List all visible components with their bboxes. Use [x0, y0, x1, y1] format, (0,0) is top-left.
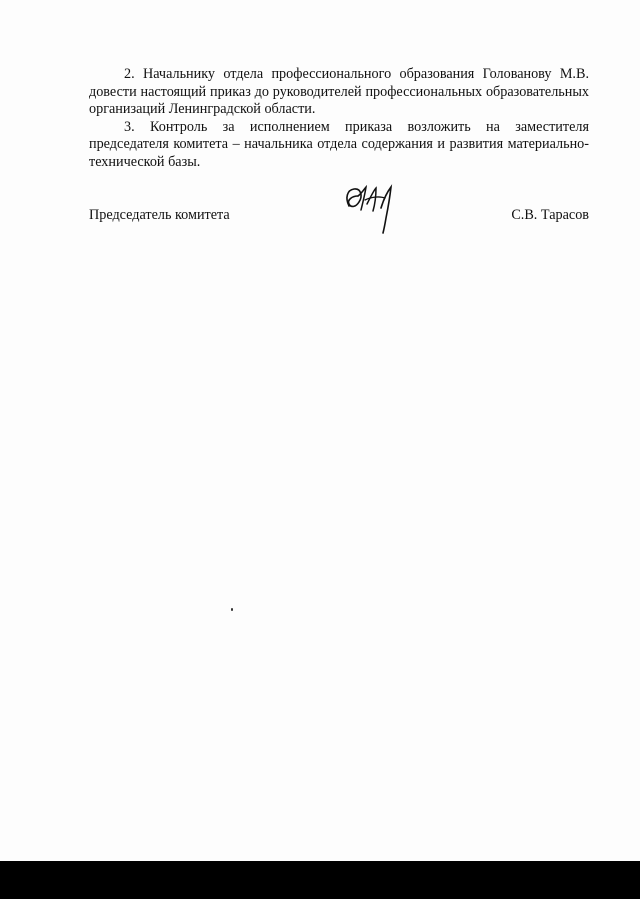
document-body	[89, 66, 589, 171]
scan-speck	[231, 608, 233, 611]
scan-bottom-border	[0, 861, 640, 899]
signer-title: Председатель комитета	[89, 207, 230, 223]
signature-block	[89, 204, 589, 228]
paragraph-item-2: 2. Начальнику отдела профессионального образования Голованову М.В. довести настоящий приказ до руководителей профессиональных образовательных организаций Ленинградской области.	[89, 66, 589, 117]
signer-name: С.В. Тарасов	[511, 207, 589, 223]
handwritten-signature	[341, 184, 401, 236]
paragraph-item-3: 3. Контроль за исполнением приказа возложить на заместителя председателя комитета – начальника отдела содержания и развития материально-технической базы.	[89, 118, 589, 170]
